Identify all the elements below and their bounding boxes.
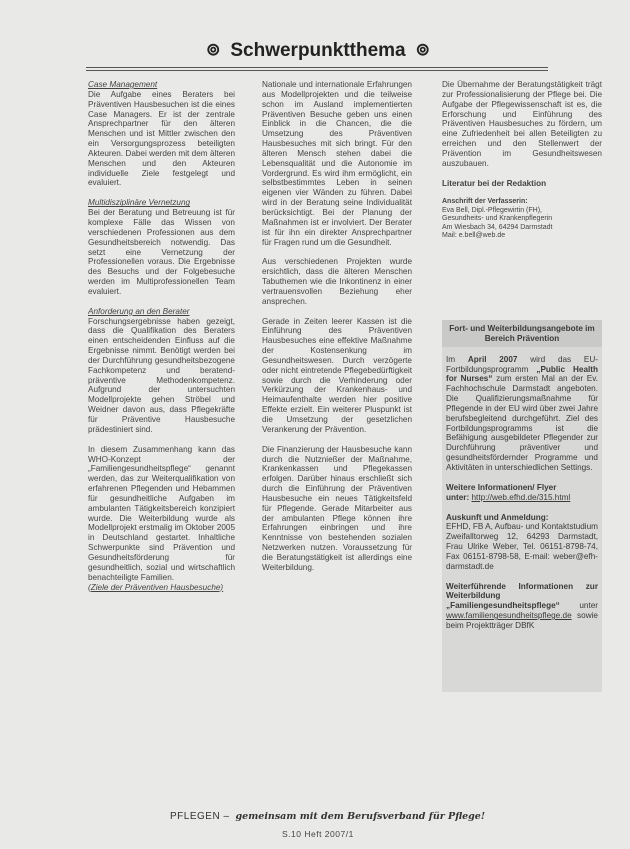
- page-footer: [170, 811, 510, 822]
- column-2: [262, 80, 412, 760]
- text: Im: [446, 354, 468, 364]
- footer-slogan: gemeinsam mit dem Berufsverband für Pflege!: [235, 811, 485, 822]
- paragraph: Aus verschiedenen Projekten wurde ersichtlich, dass die älteren Menschen Tabuthemen wie die Inkontinenz in einer vertrauensvollen Beziehung eher ansprechen.: [262, 257, 412, 306]
- column-1: [88, 80, 235, 755]
- box-heading: Fort- und Weiterbildungsangebote im Bereich Prävention: [442, 320, 602, 347]
- contact-heading: Auskunft und Anmeldung:: [446, 512, 549, 522]
- text: sowie beim Projektträger DBfK: [446, 611, 598, 630]
- text: zum ersten Mal an der Ev. Fachhochschule Darmstadt angeboten. Die Qualifizierungsmaßnahme für Pflegende in der EU wird über zwei Jahre berufsbegleitend durchgeführt. Ziel des Fortbildungsprogramms ist die Befähigung ausgebildeter Pflegender zur Durchführung präventiver und gesundheitsfördernder Programme und Aktivitäten in unterschiedlichen Settings.: [446, 374, 598, 472]
- author-address: [442, 198, 602, 240]
- text: unter: [559, 601, 598, 611]
- further-block: [446, 582, 598, 631]
- contact-block: [446, 513, 598, 572]
- paragraph: Nationale und internationale Erfahrungen aus Modellprojekten und die teilweise schon im Ausland implementierten Präventiven Besuche geben uns einen Einblick in die Chancen, die die Umsetzung des Präventiven Hausbesuches mit sich bringt. Für den älteren Mensch stehen dabei die Lebensqualität und die Autonomie im Vordergrund. Es wird ihm ermöglicht, ein selbstbestimmtes Leben in seinen eigenen vier Wänden zu führen. Dabei wird in der Beratung seine Individualität berücksichtigt. Bei der Planung der Maßnahmen ist er involviert. Der Berater ist für ihn ein direkter Ansprechpartner für Fragen rund um die Gesundheit.: [262, 80, 412, 247]
- header-rule-top: [86, 67, 548, 68]
- paragraph: Gerade in Zeiten leerer Kassen ist die Einführung des Präventiven Hausbesuches eine effektive Maßnahme der Kostensenkung im Gesundheitswesen. Durch verzögerte oder nicht eintretende Pflegebedürftigkeit sowie durch die Verhinderung oder Verkürzung der Krankenhaus- und Heimaufenthalte werden hier positive Effekte erzielt. Ein weiterer Pluspunkt ist die Umsetzung der gesetzlichen Verankerung der Prävention.: [262, 316, 412, 434]
- paragraph: Bei der Beratung und Betreuung ist für komplexe Fälle das Wissen von verschiedenen Professionen aus dem Gesundheitsbereich notwendig. Das setzt eine Vernetzung der Professionellen voraus. Die Ergebnisse des Besuchs und der Folgebesuche werden im Multiprofessionellen Team evaluiert.: [88, 208, 235, 296]
- subheading-case-management: Case Management: [88, 80, 158, 89]
- paragraph: Forschungsergebnisse haben gezeigt, dass die Qualifikation des Beraters einen entscheidenden Einfluss auf die Ergebnisse nimmt. Benötigt werden bei der Durchführung gesundheitsbezogene Fachkompetenz und beratend-präventive Methodenkompetenz. Aufgrund der untersuchten Modellprojekte gehen Ströbel und Weidner davon aus, dass Pflegekräfte für Präventive Hausbesuche prädestiniert sind.: [88, 316, 235, 434]
- program-name: „Public Health for Nurses“: [446, 364, 598, 384]
- info-block: [446, 483, 598, 503]
- author-mail: Mail: e.bell@web.de: [442, 232, 506, 240]
- paragraph: Die Finanzierung der Hausbesuche kann durch die Nutznießer der Maßnahme, Krankenkassen und Pflegekassen erfolgen. Darüber hinaus erschließt sich durch die Einführung der Präventiven Hausbesuche ein neues Tätigkeitsfeld für Pflegende. Gerade Mitarbeiter aus der ambulanten Pflege können ihre Erfahrungen einbringen und ihre Kenntnisse von bestehenden sozialen Netzwerken nutzen. Voraussetzung für die Beratungstätigkeit ist allerdings eine Weiterbildung.: [262, 444, 412, 572]
- info-heading: Weitere Informationen/ Flyer: [446, 482, 557, 492]
- issue-number: S.10 Heft 2007/1: [282, 829, 354, 839]
- paragraph-text: In diesem Zusammenhang kann das WHO-Konzept der „Familiengesundheitspflege“ genannt werden, das zur Weiterqualifikation von erfahrenen Pflegenden und Hebammen für gesundheitliche Aufgaben im ambulanten Tätigkeitsbereich konzipiert wurde. Die Weiterbildung wurde als Modellprojekt erstmalig im Oktober 2005 in Deutschland gestartet. Inhaltliche Schwerpunkte sind Prävention und Gesundheitsförderung für gesundheitlich, sozial und wirtschaftlich benachteiligte Familien.: [88, 444, 235, 582]
- training-info-box: [442, 320, 602, 692]
- ornament-right-icon: ⊚: [415, 40, 430, 59]
- text: wird das EU-Fortbildungsprogramm: [446, 354, 598, 374]
- contact-text: EFHD, FB A, Aufbau- und Kontaktstudium Zweifalltorweg 12, 64293 Darmstadt, Frau Ulrike Weber, Tel. 06151-8798-74, Fax 06151-8798-58, E-mail: weber@efh-darmstadt.de: [446, 522, 598, 571]
- info-pre: unter:: [446, 492, 472, 502]
- program-date: April 2007: [467, 354, 518, 364]
- further-link[interactable]: www.familiengesundheitspflege.de: [446, 611, 572, 621]
- header-rule-bottom: [86, 70, 548, 71]
- publication-name: PFLEGEN –: [170, 811, 230, 822]
- paragraph: [88, 445, 235, 593]
- literature-note: Literatur bei der Redaktion: [442, 178, 547, 188]
- author-street: Am Wiesbach 34, 64294 Darmstadt: [442, 223, 553, 231]
- author-label: Anschrift der Verfasserin:: [442, 198, 528, 206]
- section-header: [88, 38, 548, 64]
- paragraph: Die Aufgabe eines Beraters bei Präventiven Hausbesuchen ist die eines Case Managers. Er ist der zentrale Ansprechpartner für den älteren Menschen und ist Mittler zwischen den ein Versorgungsprozess beteiligten Akteuren. Dabei werden mit dem älteren Menschen und den Akteuren individuelle Ziele festgelegt und evaluiert.: [88, 89, 235, 188]
- further-heading: Weiterführende Informationen zur Weiterbildung „Familiengesundheitspflege“: [446, 581, 598, 611]
- ornament-left-icon: ⊚: [206, 40, 221, 59]
- subheading-ziele: (Ziele der Präventiven Hausbesuche): [88, 582, 224, 592]
- subheading-vernetzung: Multidisziplinäre Vernetzung: [88, 198, 191, 208]
- info-link[interactable]: http://web.efhd.de/315.html: [471, 492, 571, 502]
- author-role: Gesundheits- und Krankenpflegerin: [442, 215, 553, 223]
- author-name: Eva Bell, Dipl.-Pflegewirtin (FH),: [442, 206, 542, 214]
- box-body: [442, 355, 602, 631]
- section-title: Schwerpunktthema: [230, 40, 406, 61]
- box-paragraph: [446, 355, 598, 473]
- subheading-anforderung: Anforderung an den Berater: [88, 306, 190, 316]
- paragraph: Die Übernahme der Beratungstätigkeit trägt zur Professionalisierung der Pflege bei. Die Aufgabe der Pflegewissenschaft ist es, die Erforschung und Einführung des Präventiven Hausbesuches zu fördern, um eine Zufriedenheit bei allen Beteiligten zu erreichen und den Stellenwert der Prävention im Gesundheitswesen auszubauen.: [442, 80, 602, 168]
